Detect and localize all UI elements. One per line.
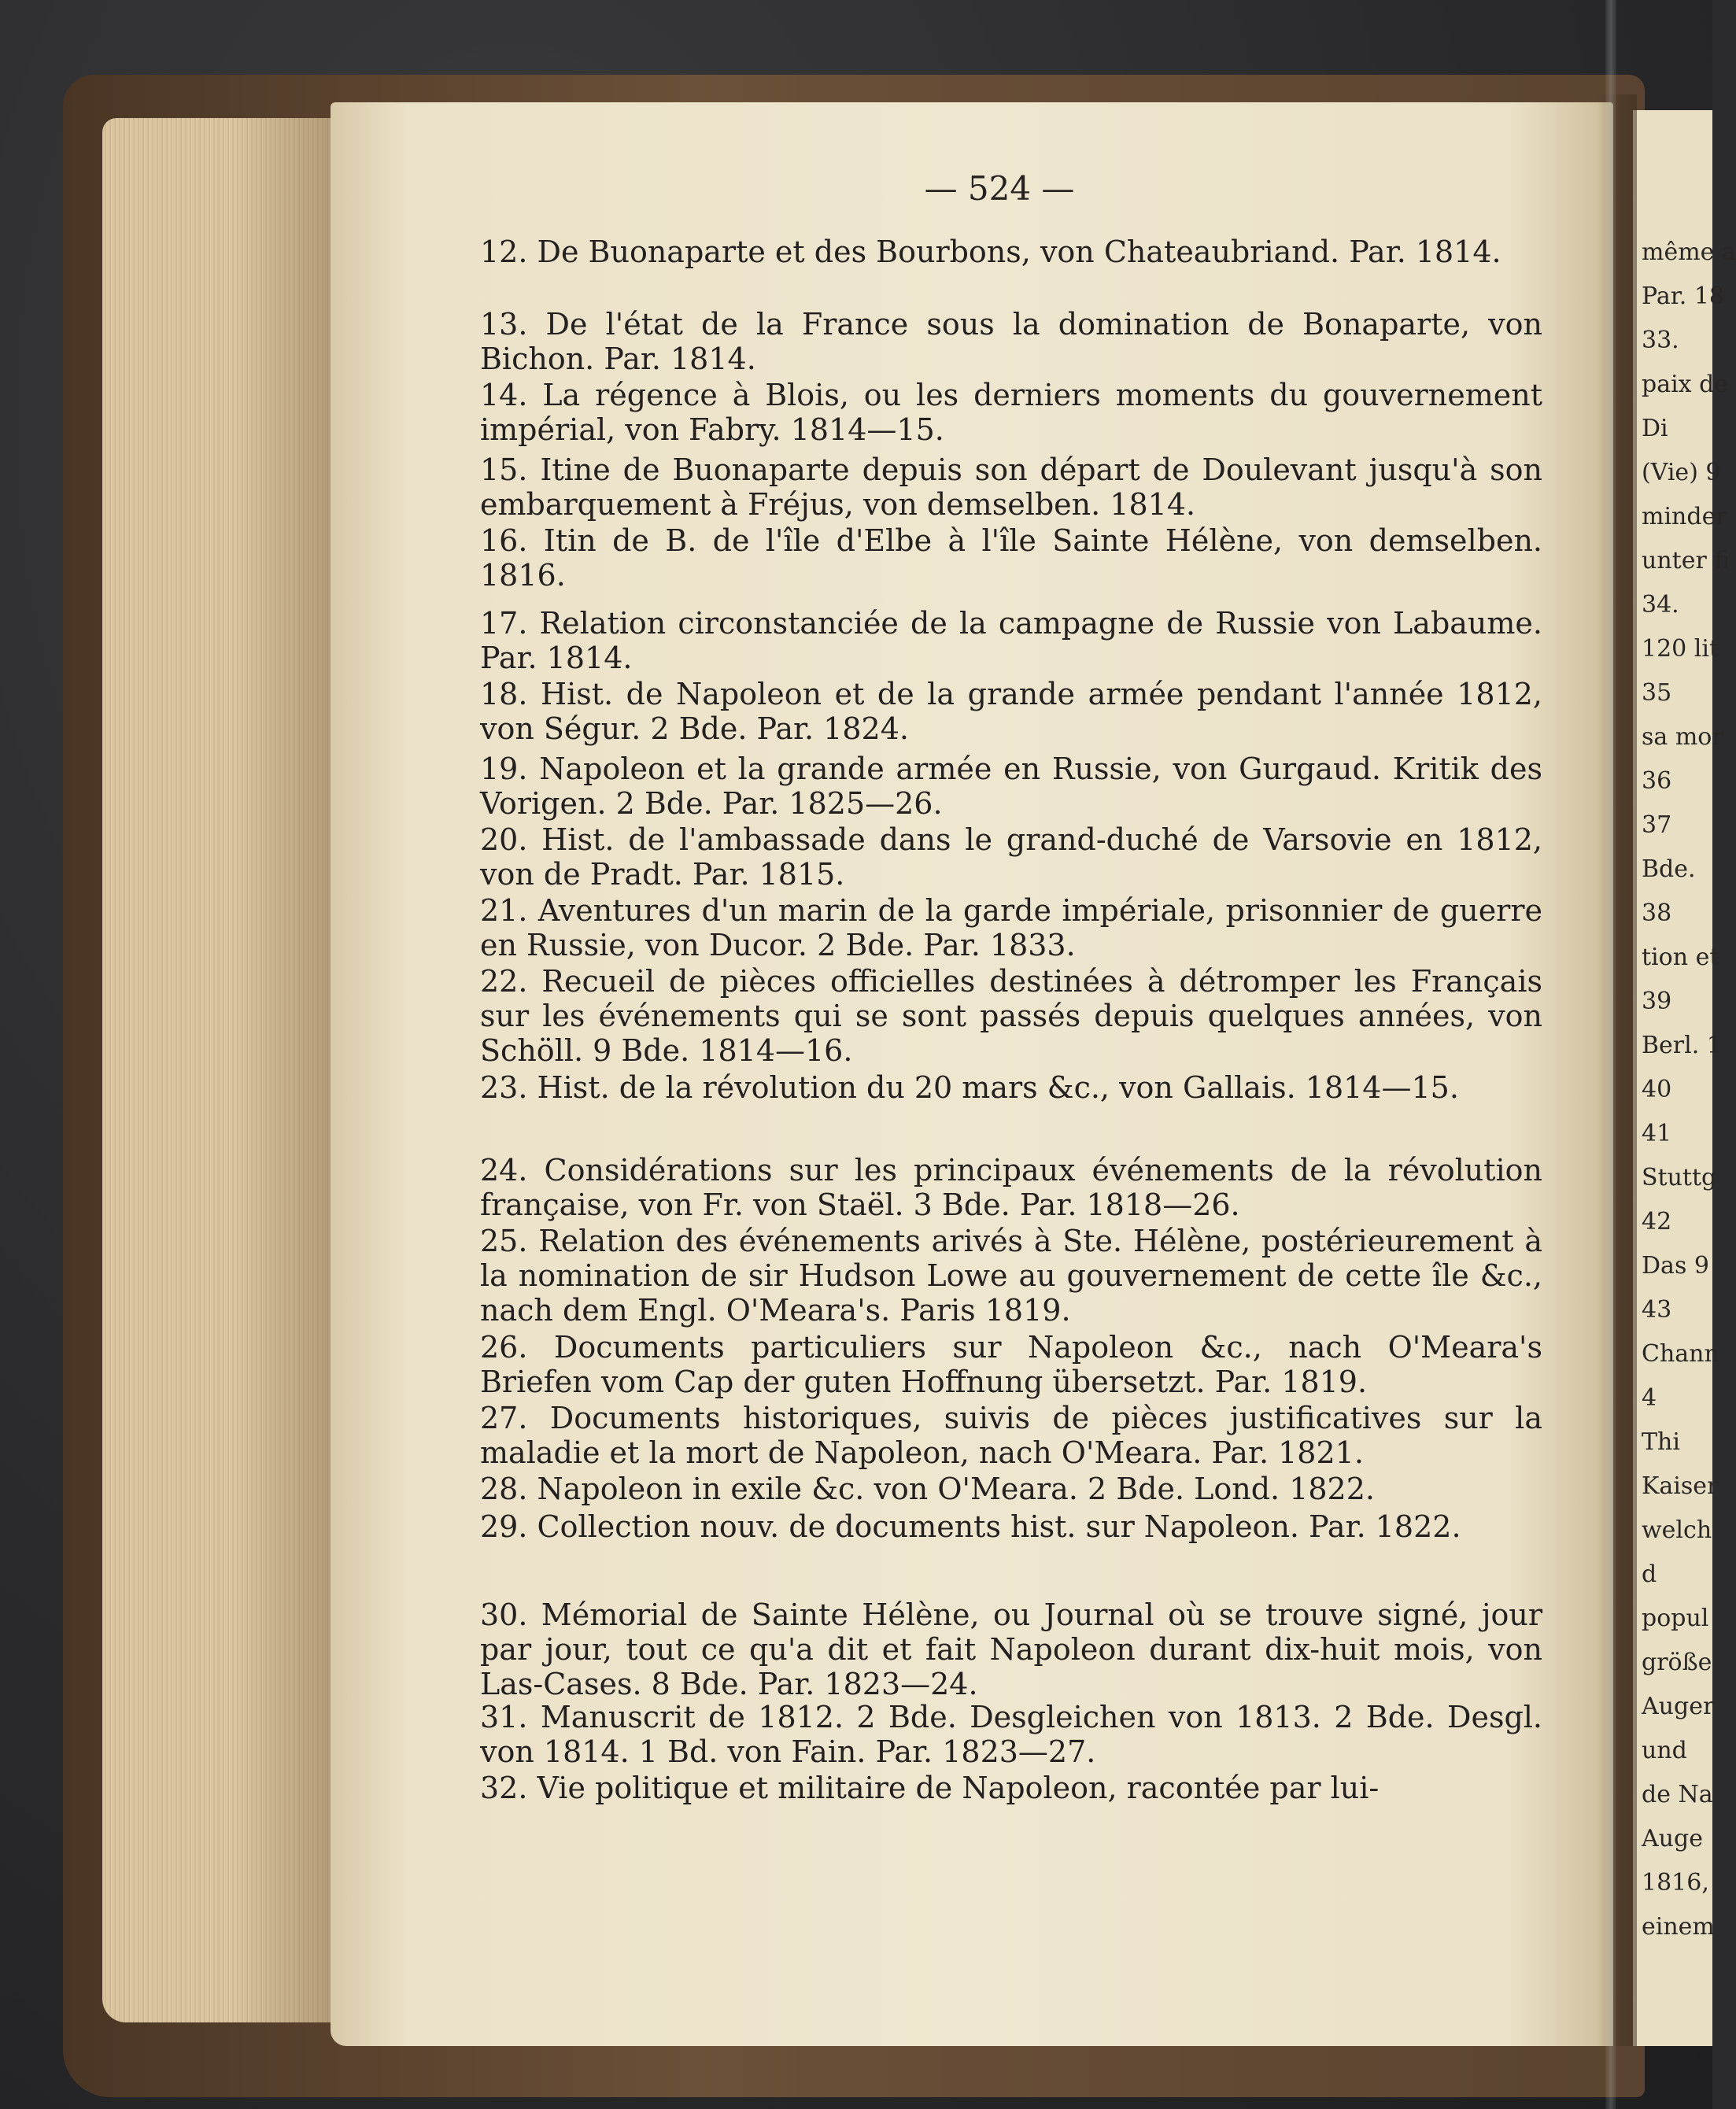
fragment-line: 120 lit: [1642, 635, 1719, 663]
list-item: 27. Documents historiques, suivis de pièces justificatives sur la maladie et la mort de Napoleon, nach O'Meara. Par. 1821.: [480, 1401, 1542, 1470]
fragment-line: (Vie) 9: [1642, 459, 1721, 486]
fragment-line: 41: [1642, 1120, 1672, 1147]
fragment-line: 37: [1642, 811, 1672, 839]
list-item: 29. Collection nouv. de documents hist. sur Napoleon. Par. 1822.: [480, 1509, 1461, 1544]
glass-plate-edge: [1605, 0, 1616, 2109]
list-item: 21. Aventures d'un marin de la garde impériale, prisonnier de guerre en Russie, von Ducor. 2 Bde. Par. 1833.: [480, 893, 1542, 962]
list-item: 17. Relation circonstanciée de la campagne de Russie von Labaume. Par. 1814.: [480, 606, 1542, 675]
list-item: 31. Manuscrit de 1812. 2 Bde. Desgleichen von 1813. 2 Bde. Desgl. von 1814. 1 Bd. von Fain. Par. 1823—27.: [480, 1700, 1542, 1769]
list-item: 23. Hist. de la révolution du 20 mars &c., von Gallais. 1814—15.: [480, 1070, 1459, 1105]
fragment-line: 34.: [1642, 591, 1679, 619]
fragment-line: popul: [1642, 1605, 1709, 1632]
fragment-line: minder: [1642, 503, 1727, 530]
fragment-line: 1816,: [1642, 1869, 1709, 1897]
fragment-line: 40: [1642, 1076, 1672, 1103]
fragment-line: d: [1642, 1561, 1657, 1588]
list-item: 16. Itin de B. de l'île d'Elbe à l'île Sainte Hélène, von demselben. 1816.: [480, 523, 1542, 593]
list-item: 26. Documents particuliers sur Napoleon &c., nach O'Meara's Briefen vom Cap der guten Hoffnung übersetzt. Par. 1819.: [480, 1330, 1542, 1399]
fragment-line: 33.: [1642, 327, 1679, 354]
fragment-line: sa mor: [1642, 723, 1723, 751]
fragment-line: und: [1642, 1737, 1687, 1764]
fragment-line: Das 9: [1642, 1252, 1709, 1280]
fragment-line: welch: [1642, 1516, 1712, 1544]
list-item: 19. Napoleon et la grande armée en Russie, von Gurgaud. Kritik des Vorigen. 2 Bde. Par. 1825—26.: [480, 752, 1542, 821]
list-item: 30. Mémorial de Sainte Hélène, ou Journal où se trouve signé, jour par jour, tout ce qu'a dit et fait Napoleon durant dix-huit mois, von Las-Cases. 8 Bde. Par. 1823—24.: [480, 1597, 1542, 1701]
fragment-line: unter fi: [1642, 547, 1730, 574]
fragment-line: tion et: [1642, 944, 1719, 971]
list-item: 13. De l'état de la France sous la domination de Bonaparte, von Bichon. Par. 1814.: [480, 307, 1542, 376]
fragment-line: größe: [1642, 1649, 1712, 1676]
fragment-line: 38: [1642, 899, 1672, 927]
fragment-line: Thi: [1642, 1428, 1680, 1456]
list-item: 18. Hist. de Napoleon et de la grande armée pendant l'année 1812, von Ségur. 2 Bde. Par. 1824.: [480, 677, 1542, 746]
gutter-shadow: [1597, 94, 1637, 2046]
fragment-line: de Na: [1642, 1781, 1713, 1808]
fragment-line: einem: [1642, 1913, 1715, 1941]
fragment-line: Kaiser: [1642, 1472, 1719, 1500]
fragment-line: Auge: [1642, 1825, 1703, 1852]
fragment-line: Par. 18: [1642, 283, 1725, 310]
list-item: 25. Relation des événements arivés à Ste. Hélène, postérieurement à la nomination de sir Hudson Lowe au gouvernement de cette île &c., nach dem Engl. O'Meara's. Paris 1819.: [480, 1224, 1542, 1328]
fragment-line: 39: [1642, 988, 1672, 1015]
fragment-line: 42: [1642, 1208, 1672, 1235]
fragment-line: 35: [1642, 679, 1672, 707]
list-item: 24. Considérations sur les principaux événements de la révolution française, von Fr. von Staël. 3 Bde. Par. 1818—26.: [480, 1153, 1542, 1222]
fragment-line: Stuttg: [1642, 1164, 1717, 1191]
list-item: 20. Hist. de l'ambassade dans le grand-duché de Varsovie en 1812, von de Pradt. Par. 1815.: [480, 822, 1542, 892]
fragment-line: 4: [1642, 1384, 1657, 1412]
fragment-line: Bde.: [1642, 855, 1696, 883]
list-item: 28. Napoleon in exile &c. von O'Meara. 2 Bde. Lond. 1822.: [480, 1472, 1375, 1506]
facing-page-fragments: [1642, 236, 1736, 1955]
page-edge-shadow: [236, 118, 331, 2022]
fragment-line: Auger: [1642, 1693, 1715, 1720]
fragment-line: même a: [1642, 238, 1736, 266]
fragment-line: Di: [1642, 415, 1668, 442]
fragment-line: paix de: [1642, 371, 1729, 398]
list-item: 12. De Buonaparte et des Bourbons, von Chateaubriand. Par. 1814.: [480, 235, 1501, 269]
fragment-line: 36: [1642, 767, 1672, 795]
list-item: 14. La régence à Blois, ou les derniers moments du gouvernement impérial, von Fabry. 1814—15.: [480, 378, 1542, 447]
fragment-line: Berl. 1: [1642, 1032, 1722, 1059]
list-item: 22. Recueil de pièces officielles destinées à détromper les Français sur les événements qui se sont passés depuis quelques années, von Schöll. 9 Bde. 1814—16.: [480, 964, 1542, 1068]
fragment-line: Chann: [1642, 1340, 1719, 1368]
fragment-line: 43: [1642, 1296, 1672, 1324]
list-item: 32. Vie politique et militaire de Napoleon, racontée par lui-: [480, 1771, 1380, 1805]
page-number: — 524 —: [924, 169, 1075, 208]
list-item: 15. Itine de Buonaparte depuis son départ de Doulevant jusqu'à son embarquement à Fréjus, von demselben. 1814.: [480, 452, 1542, 522]
